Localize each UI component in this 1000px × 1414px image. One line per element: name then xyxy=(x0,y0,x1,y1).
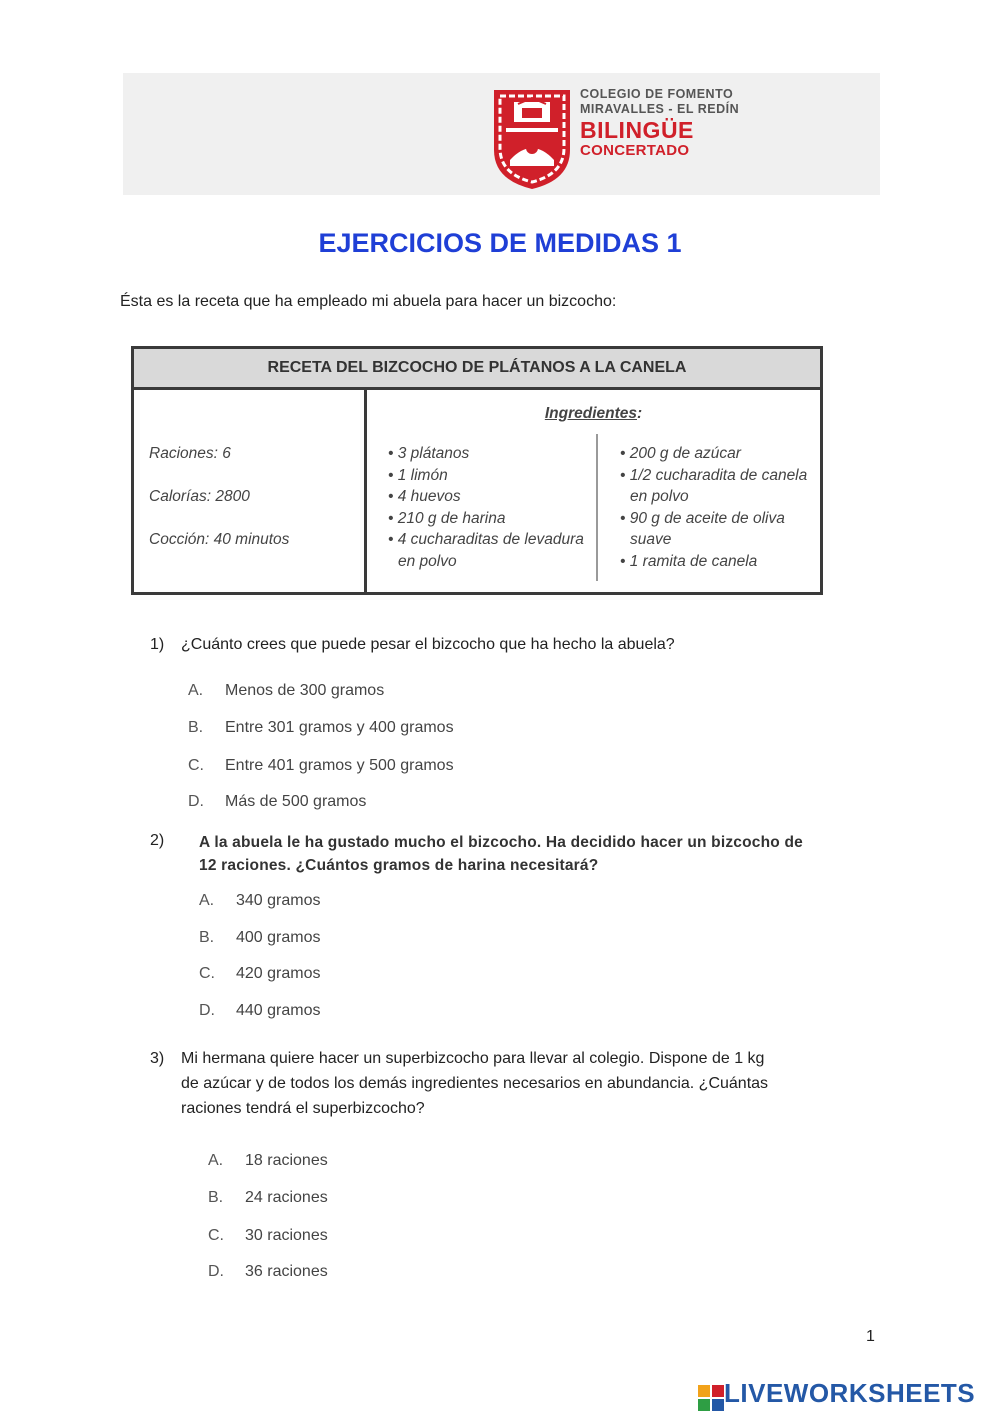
question-3-text xyxy=(181,1046,881,1121)
option-text: 400 gramos xyxy=(236,929,321,946)
ingredient-item: • 210 g de harina xyxy=(388,509,506,527)
option-letter: C. xyxy=(208,1227,224,1244)
option-text: Más de 500 gramos xyxy=(225,793,367,810)
ingredients-title-colon: : xyxy=(637,405,643,422)
question-1-option-b[interactable] xyxy=(188,719,454,737)
ingredient-item: • 3 plátanos xyxy=(388,445,470,462)
question-2-number: 2) xyxy=(150,832,165,849)
option-letter: D. xyxy=(208,1263,224,1280)
question-2-option-a[interactable] xyxy=(199,892,321,910)
option-letter: A. xyxy=(199,892,215,909)
option-text: Menos de 300 gramos xyxy=(225,682,385,699)
question-1-number: 1) xyxy=(150,636,165,653)
recipe-servings: Raciones: 6 xyxy=(149,445,231,462)
page-number: 1 xyxy=(866,1328,875,1345)
question-1-option-c[interactable] xyxy=(188,757,454,775)
ingredients-title xyxy=(367,405,820,423)
question-3-text-line3: raciones tendrá el superbizcocho? xyxy=(181,1100,425,1117)
option-text: 30 raciones xyxy=(245,1227,328,1244)
question-3-option-d[interactable] xyxy=(208,1263,328,1281)
question-1-option-d[interactable] xyxy=(188,793,366,811)
question-2-text xyxy=(199,831,909,877)
question-3-option-a[interactable] xyxy=(208,1152,328,1170)
ingredient-item: • 1 limón xyxy=(388,466,448,484)
option-text: 24 raciones xyxy=(245,1189,328,1206)
ingredient-item: • 90 g de aceite de oliva suave xyxy=(620,509,785,548)
intro-text: Ésta es la receta que ha empleado mi abuela para hacer un bizcocho: xyxy=(120,293,617,310)
question-1-option-a[interactable] xyxy=(188,682,384,700)
option-text: 420 gramos xyxy=(236,965,321,982)
option-text: 340 gramos xyxy=(236,892,321,909)
question-2-text-line2: 12 raciones. ¿Cuántos gramos de harina necesitará? xyxy=(199,857,599,874)
recipe-heading: RECETA DEL BIZCOCHO DE PLÁTANOS A LA CANELA xyxy=(134,349,820,390)
school-name xyxy=(580,87,739,117)
recipe-calories: Calorías: 2800 xyxy=(149,488,250,505)
option-text: Entre 301 gramos y 400 gramos xyxy=(225,719,454,736)
question-3-number: 3) xyxy=(150,1050,165,1067)
school-crest-icon xyxy=(492,88,572,191)
option-letter: B. xyxy=(188,719,204,736)
question-2-option-b[interactable] xyxy=(199,929,321,947)
question-2-text-line1: A la abuela le ha gustado mucho el bizcocho. Ha decidido hacer un bizcocho de xyxy=(199,834,803,851)
ingredients-list-2 xyxy=(620,443,810,572)
option-letter: A. xyxy=(188,682,204,699)
option-letter: B. xyxy=(199,929,215,946)
recipe-table xyxy=(131,346,823,595)
ingredient-item: • 4 huevos xyxy=(388,488,461,505)
question-3-text-line1: Mi hermana quiere hacer un superbizcocho para llevar al colegio. Dispone de 1 kg xyxy=(181,1050,765,1067)
liveworksheets-icon xyxy=(698,1385,724,1411)
ingredient-item: • 1/2 cucharadita de canela en polvo xyxy=(620,466,808,505)
ingredient-item: • 1 ramita de canela xyxy=(620,552,758,570)
option-letter: C. xyxy=(199,965,215,982)
liveworksheets-logo[interactable] xyxy=(698,1378,975,1408)
school-name-line2: MIRAVALLES - EL REDÍN xyxy=(580,102,740,116)
question-3-option-b[interactable] xyxy=(208,1189,328,1207)
option-text: 36 raciones xyxy=(245,1263,328,1280)
option-letter: B. xyxy=(208,1189,224,1206)
option-letter: D. xyxy=(188,793,204,810)
school-concertado: CONCERTADO xyxy=(580,142,690,159)
school-bilingue: BILINGÜE xyxy=(580,117,694,143)
ingredient-item: • 4 cucharaditas de levadura en polvo xyxy=(388,531,584,570)
ingredients-list-1 xyxy=(388,443,588,572)
question-3-text-line2: de azúcar y de todos los demás ingredientes necesarios en abundancia. ¿Cuántas xyxy=(181,1075,769,1092)
page-title: EJERCICIOS DE MEDIDAS 1 xyxy=(318,228,682,258)
question-3-option-c[interactable] xyxy=(208,1227,328,1245)
option-text: Entre 401 gramos y 500 gramos xyxy=(225,757,454,774)
ingredients-separator xyxy=(596,434,598,581)
recipe-cooking-time: Cocción: 40 minutos xyxy=(149,531,290,548)
question-1-text: ¿Cuánto crees que puede pesar el bizcocho que ha hecho la abuela? xyxy=(181,636,675,653)
option-letter: D. xyxy=(199,1002,215,1019)
question-2-option-c[interactable] xyxy=(199,965,321,983)
option-letter: A. xyxy=(208,1152,224,1169)
school-name-line1: COLEGIO DE FOMENTO xyxy=(580,87,734,101)
ingredients-title-text: Ingredientes xyxy=(544,405,637,422)
ingredient-item: • 200 g de azúcar xyxy=(620,445,741,462)
option-letter: C. xyxy=(188,757,204,774)
question-2-option-d[interactable] xyxy=(199,1002,321,1020)
liveworksheets-text: LIVEWORKSHEETS xyxy=(724,1378,976,1408)
option-text: 440 gramos xyxy=(236,1002,321,1019)
option-text: 18 raciones xyxy=(245,1152,328,1169)
